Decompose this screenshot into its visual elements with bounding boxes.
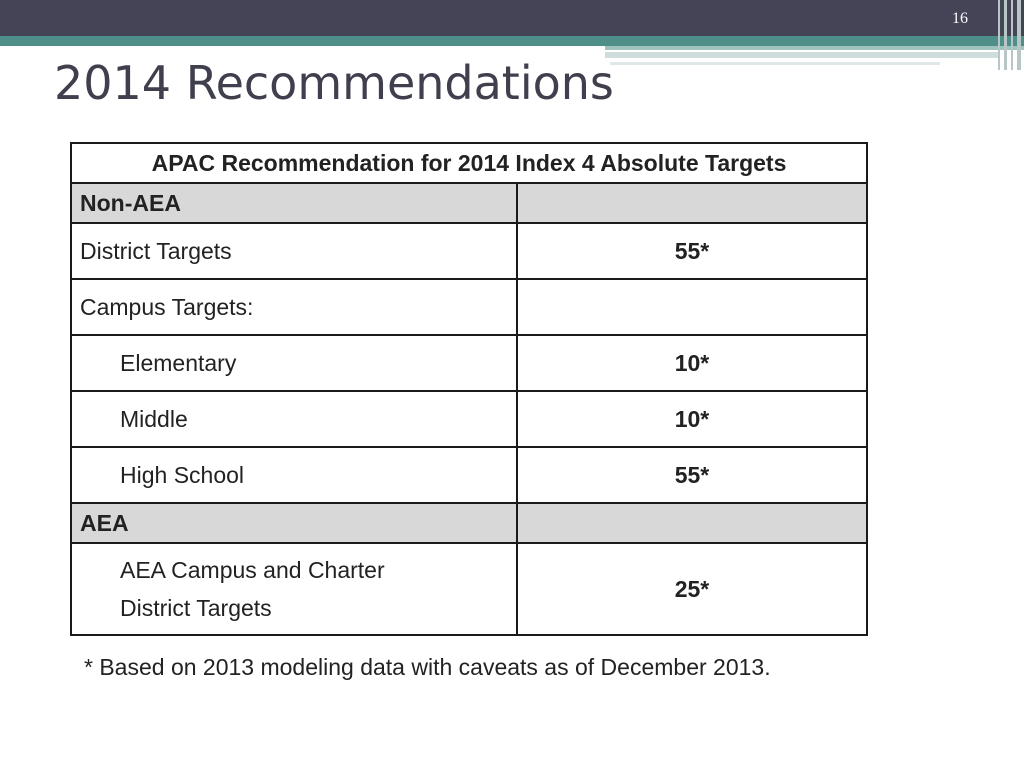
footnote: * Based on 2013 modeling data with caveats as of December 2013. [84,654,771,680]
section-row-non-aea [71,183,867,223]
row-value: 10* [517,335,867,391]
table-row [71,447,867,503]
row-label: Elementary [71,335,517,391]
table-row [71,391,867,447]
table-row [71,279,867,335]
section-label: AEA [71,503,517,543]
targets-table [70,142,868,636]
row-value: 10* [517,391,867,447]
header-gray-strip [605,52,1000,58]
table-row [71,543,867,635]
section-value [517,183,867,223]
row-value: 55* [517,447,867,503]
row-label [71,543,517,635]
corner-decoration [994,0,1024,70]
slide-title: 2014 Recommendations [54,56,614,110]
row-label: District Targets [71,223,517,279]
row-label-line-1: AEA Campus and Charter [120,557,385,583]
header-teal-bar [0,36,1024,46]
header-gray-strip-thin [610,62,940,65]
table-row [71,223,867,279]
section-row-aea [71,503,867,543]
table-header-row [71,143,867,183]
header-white-tab [0,46,605,52]
section-label: Non-AEA [71,183,517,223]
row-label-line-2: District Targets [120,595,272,621]
row-label: High School [71,447,517,503]
table-row [71,335,867,391]
row-value [517,279,867,335]
slide-number: 16 [952,10,968,27]
row-value: 55* [517,223,867,279]
row-value: 25* [517,543,867,635]
table-header: APAC Recommendation for 2014 Index 4 Absolute Targets [71,143,867,183]
row-label: Middle [71,391,517,447]
row-label: Campus Targets: [71,279,517,335]
header-dark-bar [0,0,1024,36]
section-value [517,503,867,543]
